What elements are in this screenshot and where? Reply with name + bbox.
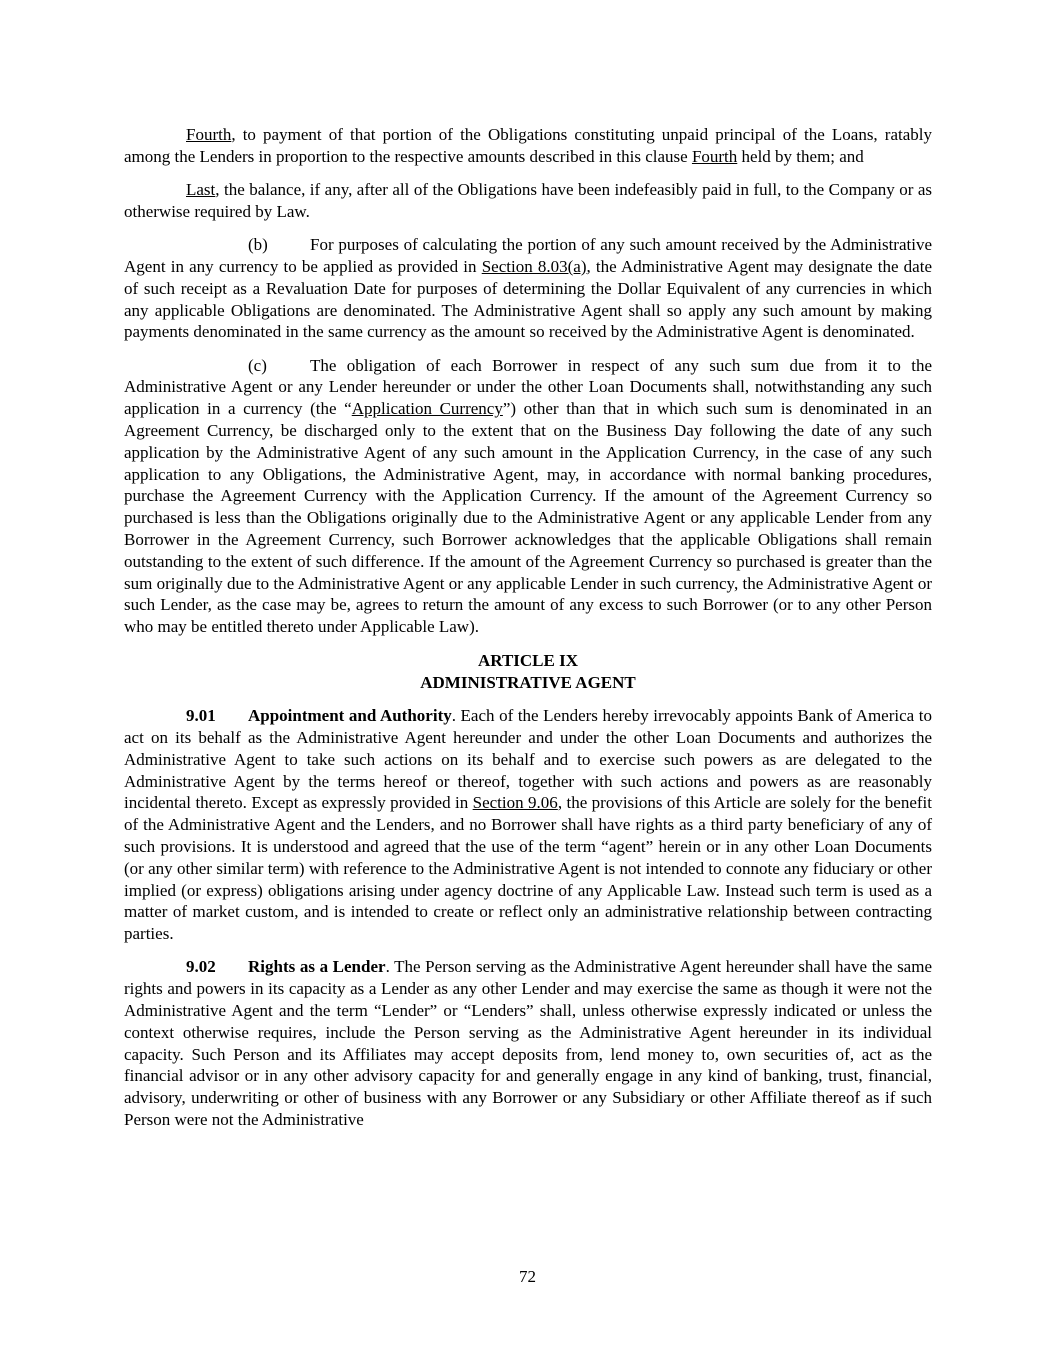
article-heading: [124, 650, 932, 694]
clause-fourth-text: , to payment of that portion of the Obligations constituting unpaid principal of the Loans, ratably among the Lenders in proportion to the respective amounts described in this clause: [124, 125, 932, 166]
section-9-01: [124, 705, 932, 945]
document-page: [124, 124, 932, 1131]
defined-term-last: Last: [186, 180, 216, 200]
paragraph-b-text: For purposes of calculating the portion of any such amount received by the Administrative Agent in any currency to be applied as provided in: [124, 235, 932, 276]
section-ref-8-03a: Section 8.03(a): [481, 256, 587, 276]
section-9-01-text: . Each of the Lenders hereby irrevocably appoints Bank of America to act on its behalf as the Administrative Agent hereunder and under the other Loan Documents and authorizes the Administrative Agent to take such actions on its behalf and to exercise such powers as are delegated to the Administrative Agent by the terms hereof or thereof, together with such actions and powers as are reasonably incidental thereto. Except as expressly provided in: [124, 706, 932, 813]
defined-term-application-currency: Application Currency: [351, 399, 503, 419]
section-9-02-heading: Rights as a Lender: [248, 957, 386, 977]
paragraph-b-label: (b): [248, 235, 268, 255]
clause-last-text: , the balance, if any, after all of the Obligations have been indefeasibly paid in full, to the Company or as otherwise required by Law.: [124, 180, 932, 221]
defined-term-fourth: Fourth: [186, 125, 232, 144]
paragraph-c: [124, 355, 932, 638]
article-number: ARTICLE IX: [477, 651, 578, 671]
clause-fourth-text-end: held by them; and: [737, 146, 864, 166]
defined-term-fourth-ref: Fourth: [691, 146, 738, 166]
paragraph-c-text-end: ”) other than that in which such sum is denominated in an Agreement Currency, be discharged only to the extent that on the Business Day following the date of any such application by the Administrative Agent of any such amount in the Application Currency, in the case of any such application to any Obligations, the Administrative Agent, may, in accordance with normal banking procedures, purchase the Agreement Currency with the Application Currency. If the amount of the Agreement Currency so purchased is less than the Obligations originally due to the Administrative Agent or any applicable Lender from any Borrower in the Agreement Currency, such Borrower acknowledges that the applicable Obligations shall remain outstanding to the extent of such difference. If the amount of the Agreement Currency so purchased is greater than the sum originally due to the Administrative Agent or any applicable Lender in such currency, the Administrative Agent or such Lender, as the case may be, agrees to return the amount of any excess to such Borrower (or to any other Person who may be entitled thereto under Applicable Law).: [124, 399, 933, 637]
page-number: 72: [519, 1267, 536, 1286]
section-9-02: [124, 956, 932, 1130]
section-9-01-heading: Appointment and Authority: [248, 706, 452, 726]
article-title: ADMINISTRATIVE AGENT: [420, 672, 636, 692]
paragraph-b: [124, 234, 932, 343]
clause-fourth: [124, 124, 932, 168]
clause-last: [124, 179, 932, 223]
section-ref-9-06: Section 9.06: [472, 793, 558, 813]
paragraph-c-label: (c): [248, 355, 267, 375]
paragraph-c-text: The obligation of each Borrower in respect of any such sum due from it to the Administrative Agent or any Lender hereunder or under the other Loan Documents shall, notwithstanding any such application in a currency (the “: [124, 355, 932, 419]
paragraph-b-text-end: , the Administrative Agent may designate the date of such receipt as a Revaluation Date for purposes of determining the Dollar Equivalent of any currencies in which any applicable Obligations are denominated. The Administrative Agent shall so apply any such amount by making payments denominated in the same currency as the amount so received by the Administrative Agent is denominated.: [124, 256, 932, 342]
section-9-02-number: 9.02: [186, 957, 216, 977]
section-9-01-number: 9.01: [186, 706, 216, 726]
section-9-01-text-end: , the provisions of this Article are solely for the benefit of the Administrative Agent and the Lenders, and no Borrower shall have rights as a third party beneficiary of any of such provisions. It is understood and agreed that the use of the term “agent” herein or in any other Loan Documents (or any other similar term) with reference to the Administrative Agent is not intended to connote any fiduciary or other implied (or express) obligations arising under agency doctrine of any Applicable Law. Instead such term is used as a matter of market custom, and is intended to create or reflect only an administrative relationship between contracting parties.: [124, 793, 932, 944]
section-9-02-text: . The Person serving as the Administrative Agent hereunder shall have the same rights and powers in its capacity as a Lender as any other Lender and may exercise the same as though it were not the Administrative Agent and the term “Lender” or “Lenders” shall, unless otherwise expressly indicated or unless the context otherwise requires, include the Person serving as the Administrative Agent hereunder in its individual capacity. Such Person and its Affiliates may accept deposits from, lend money to, own securities of, act as the financial advisor or in any other advisory capacity for and generally engage in any kind of banking, trust, financial, advisory, underwriting or other of business with any Borrower or any Subsidiary or other Affiliate thereof as if such Person were not the Administrative: [124, 957, 932, 1129]
